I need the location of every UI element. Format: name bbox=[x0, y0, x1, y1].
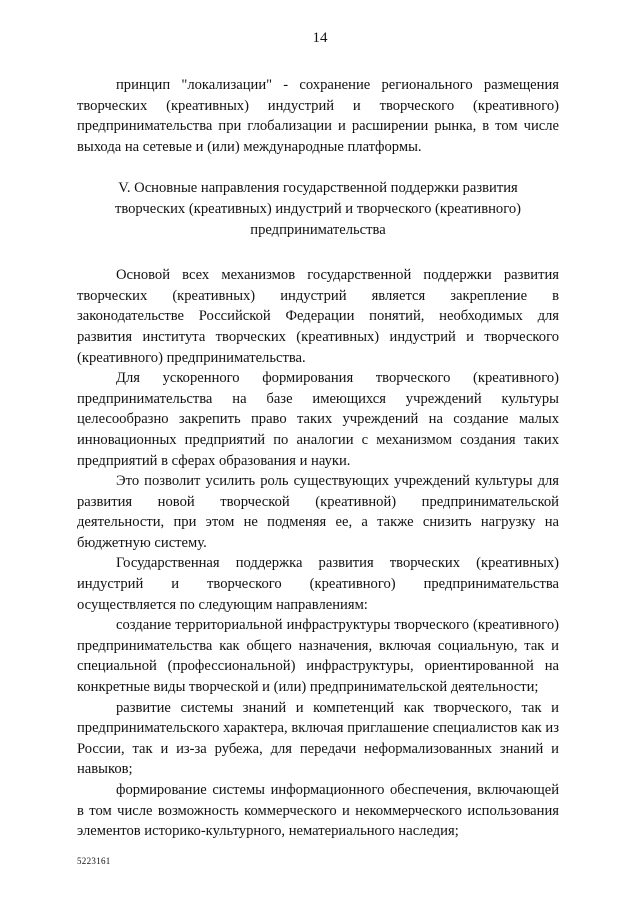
list-item-information-system: формирование системы информационного обеспечения, включающей в том числе возможность коммерческого и некоммерческого использования элементов историко-культурного, нематериального наследия; bbox=[77, 782, 559, 840]
section-heading: V. Основные направления государственной поддержки развития творческих (креативных) индустрий и творческого (креативного) предпринимательства bbox=[114, 180, 522, 238]
list-item-knowledge-system: развитие системы знаний и компетенций как творческого, так и предпринимательского характера, включая приглашение специалистов как из России, так и из-за рубежа, для передачи неформализованных знаний и навыков; bbox=[77, 699, 559, 778]
document-body bbox=[77, 75, 559, 842]
paragraph-accelerated-formation: Для ускоренного формирования творческого (креативного) предпринимательства на базе имеющихся учреждений культуры целесообразно закрепить право таких учреждений на создание малых инновационных предприятий по аналогии с механизмом создания таких предприятий в сферах образования и науки. bbox=[77, 370, 559, 469]
document-code: 5223161 bbox=[77, 856, 111, 866]
list-item-infrastructure: создание территориальной инфраструктуры творческого (креативного) предпринимательства как общего назначения, включая социальную, так и специальной (профессиональной) инфраструктуры, ориентированной на конкретные виды творческой и (или) предпринимательской деятельности; bbox=[77, 617, 559, 696]
paragraph-basis-of-support: Основой всех механизмов государственной поддержки развития творческих (креативных) индустрий является закрепление в законодательстве Российской Федерации понятий, необходимых для развития института творческих (креативных) индустрий и творческого (креативного) предпринимательства. bbox=[77, 267, 559, 366]
paragraph-role-of-institutions: Это позволит усилить роль существующих учреждений культуры для развития новой творческой (креативной) предпринимательской деятельности, при этом не подменяя ее, а также снизить нагрузку на бюджетную систему. bbox=[77, 473, 559, 551]
paragraph-support-directions-intro: Государственная поддержка развития творческих (креативных) индустрий и творческого (креативного) предпринимательства осуществляется по следующим направлениям: bbox=[77, 555, 559, 613]
paragraph-localization-principle: принцип "локализации" - сохранение регионального размещения творческих (креативных) индустрий и творческого (креативного) предпринимательства при глобализации и расширении рынка, в том числе выхода на сетевые и (или) международные платформы. bbox=[77, 77, 559, 155]
page-number: 14 bbox=[312, 30, 328, 46]
